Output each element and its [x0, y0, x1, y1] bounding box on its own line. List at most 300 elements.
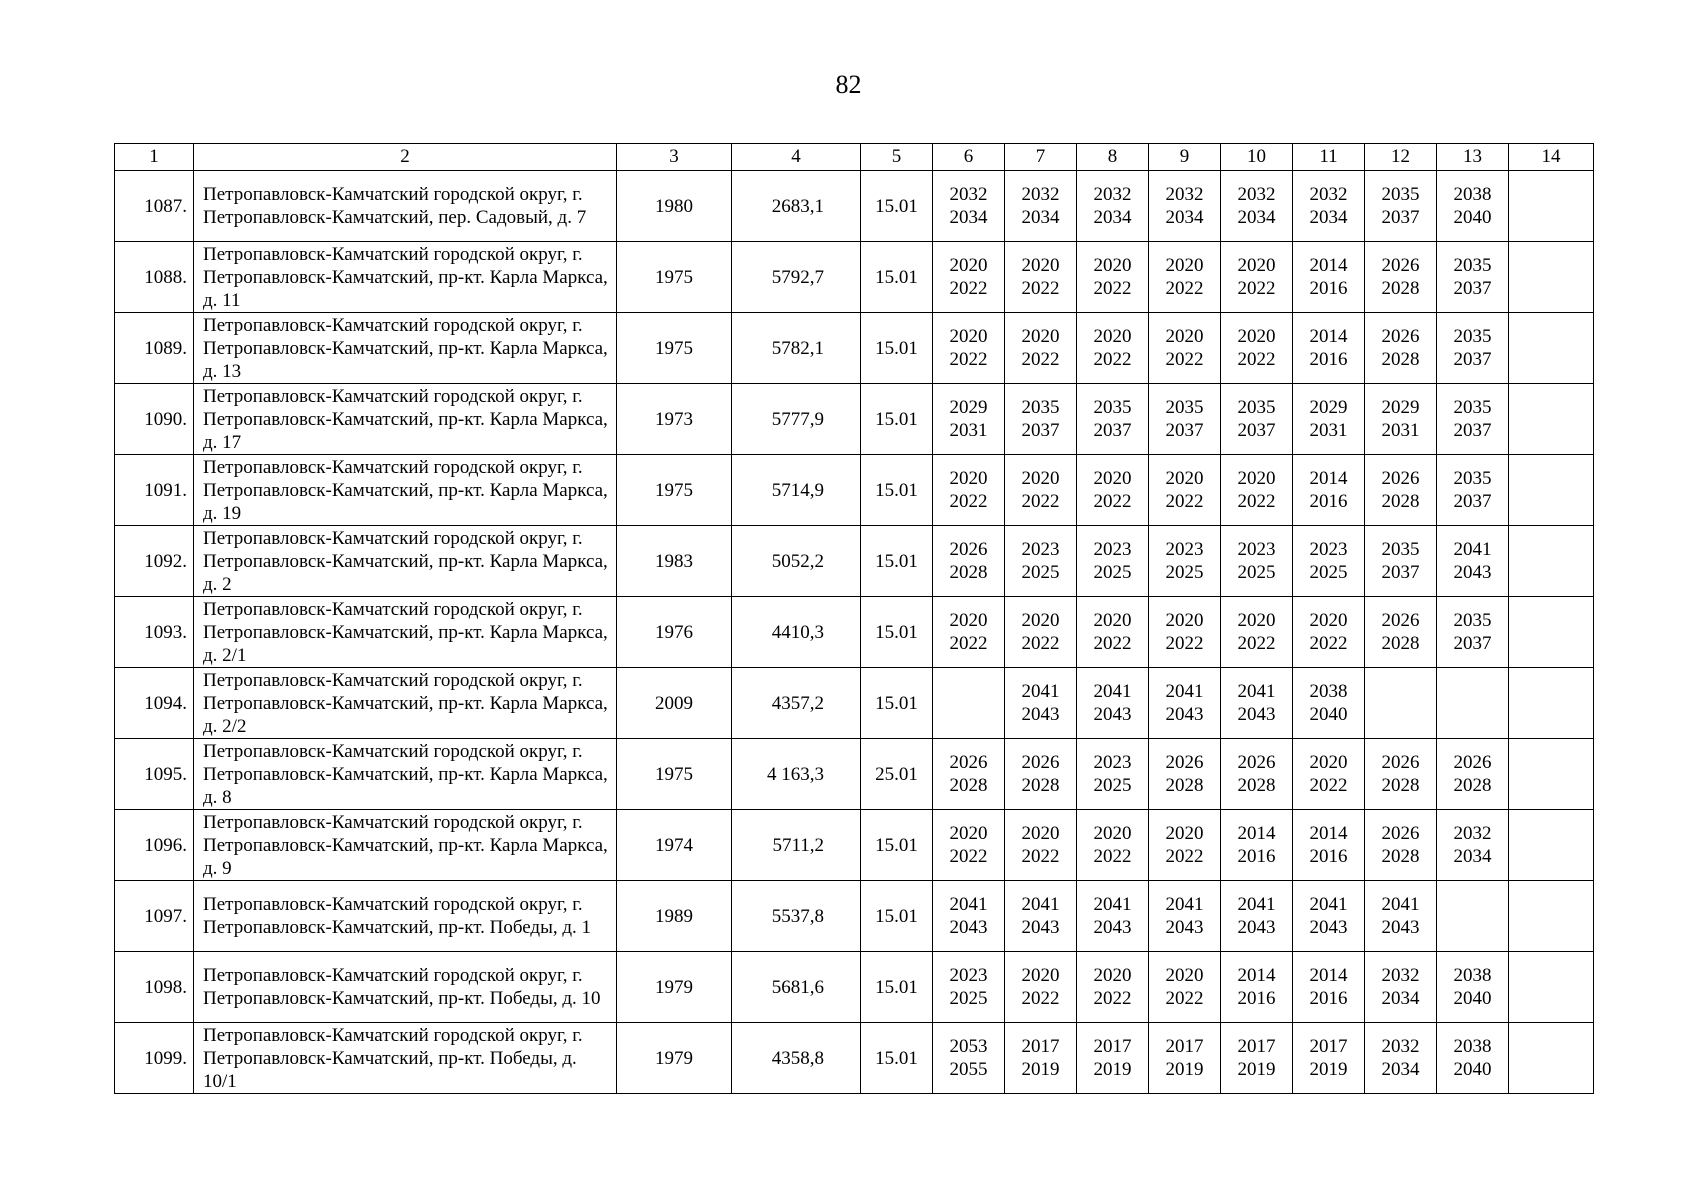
- period-end-year: 2043: [1381, 917, 1420, 938]
- period-cell: [933, 952, 1005, 1023]
- period-start-year: 2020: [1237, 326, 1276, 347]
- area-cell: 5052,2: [732, 526, 861, 597]
- period-cell: [933, 455, 1005, 526]
- period-end-year: 2037: [1237, 420, 1276, 441]
- period-end-year: 2019: [1021, 1059, 1060, 1080]
- row-number: 1089.: [115, 313, 194, 384]
- period-end-year: 2022: [949, 633, 988, 654]
- period-start-year: 2041: [1381, 894, 1420, 915]
- period-start-year: 2035: [1237, 397, 1276, 418]
- period-start-year: 2026: [1381, 752, 1420, 773]
- period-cell: [1293, 171, 1365, 242]
- period-cell: [1005, 810, 1077, 881]
- period-end-year: 2025: [1309, 562, 1348, 583]
- period-end-year: 2022: [1021, 633, 1060, 654]
- period-end-year: 2028: [1381, 349, 1420, 370]
- column-header-3: 3: [617, 144, 732, 171]
- period-start-year: 2035: [1381, 539, 1420, 560]
- period-cell: [1437, 739, 1509, 810]
- period-cell: [1365, 526, 1437, 597]
- address-cell: Петропавловск-Камчатский городской округ, г. Петропавловск-Камчатский, пр-кт. Карла Маркса, д. 2/2: [194, 668, 617, 739]
- period-cell: [1005, 526, 1077, 597]
- period-end-year: 2028: [949, 775, 988, 796]
- row-number: 1099.: [115, 1023, 194, 1094]
- period-cell: [1293, 810, 1365, 881]
- column-header-9: 9: [1149, 144, 1221, 171]
- period-end-year: 2022: [949, 846, 988, 867]
- period-end-year: 2034: [1237, 207, 1276, 228]
- period-cell: [1221, 597, 1293, 668]
- code-cell: 15.01: [861, 313, 933, 384]
- period-cell: [1077, 881, 1149, 952]
- code-cell: 15.01: [861, 597, 933, 668]
- header-row: [115, 144, 1594, 171]
- period-start-year: 2035: [1381, 184, 1420, 205]
- code-cell: 15.01: [861, 526, 933, 597]
- year-cell: 1979: [617, 1023, 732, 1094]
- period-cell: [1149, 526, 1221, 597]
- period-start-year: 2026: [1453, 752, 1492, 773]
- row-number: 1096.: [115, 810, 194, 881]
- period-cell: [1077, 313, 1149, 384]
- period-start-year: 2020: [1093, 823, 1132, 844]
- period-cell: [1437, 526, 1509, 597]
- period-cell: [1509, 242, 1594, 313]
- table-row: [115, 881, 1594, 952]
- period-cell: [1365, 313, 1437, 384]
- period-cell: [1221, 952, 1293, 1023]
- period-end-year: 2034: [949, 207, 988, 228]
- period-end-year: 2022: [1165, 988, 1204, 1009]
- period-cell: [1149, 739, 1221, 810]
- period-cell: [1509, 313, 1594, 384]
- period-cell: [1509, 526, 1594, 597]
- period-cell: [1149, 881, 1221, 952]
- period-end-year: 2037: [1453, 349, 1492, 370]
- area-cell: 4410,3: [732, 597, 861, 668]
- period-start-year: 2017: [1165, 1036, 1204, 1057]
- code-cell: 15.01: [861, 810, 933, 881]
- period-end-year: 2022: [1021, 846, 1060, 867]
- period-end-year: 2031: [949, 420, 988, 441]
- period-cell: [1437, 455, 1509, 526]
- period-start-year: 2020: [1165, 326, 1204, 347]
- period-start-year: 2020: [949, 255, 988, 276]
- period-start-year: 2032: [949, 184, 988, 205]
- period-cell: [1149, 952, 1221, 1023]
- year-cell: 1974: [617, 810, 732, 881]
- period-end-year: 2043: [1021, 704, 1060, 725]
- period-cell: [1005, 597, 1077, 668]
- period-end-year: 2028: [1381, 775, 1420, 796]
- period-start-year: 2017: [1237, 1036, 1276, 1057]
- period-cell: [1005, 952, 1077, 1023]
- period-cell: [933, 242, 1005, 313]
- period-cell: [1221, 313, 1293, 384]
- period-end-year: 2022: [1237, 491, 1276, 512]
- table-row: [115, 455, 1594, 526]
- period-start-year: 2020: [1309, 752, 1348, 773]
- period-end-year: 2031: [1381, 420, 1420, 441]
- period-end-year: 2022: [1309, 633, 1348, 654]
- period-end-year: 2022: [1309, 775, 1348, 796]
- year-cell: 1989: [617, 881, 732, 952]
- code-cell: 15.01: [861, 455, 933, 526]
- period-start-year: 2023: [1165, 539, 1204, 560]
- period-end-year: 2028: [1165, 775, 1204, 796]
- period-cell: [1149, 597, 1221, 668]
- area-cell: 5537,8: [732, 881, 861, 952]
- period-start-year: 2041: [1165, 894, 1204, 915]
- period-start-year: 2029: [1381, 397, 1420, 418]
- period-cell: [1437, 668, 1509, 739]
- period-end-year: 2028: [1381, 633, 1420, 654]
- period-end-year: 2022: [1021, 349, 1060, 370]
- area-cell: 4357,2: [732, 668, 861, 739]
- period-start-year: 2014: [1309, 965, 1348, 986]
- period-cell: [1365, 881, 1437, 952]
- period-end-year: 2022: [1093, 491, 1132, 512]
- row-number: 1087.: [115, 171, 194, 242]
- period-start-year: 2026: [1381, 610, 1420, 631]
- period-cell: [933, 1023, 1005, 1094]
- period-end-year: 2016: [1309, 491, 1348, 512]
- period-start-year: 2014: [1309, 326, 1348, 347]
- period-start-year: 2038: [1453, 1036, 1492, 1057]
- period-cell: [1221, 526, 1293, 597]
- table-row: [115, 384, 1594, 455]
- period-start-year: 2026: [1021, 752, 1060, 773]
- period-end-year: 2028: [1237, 775, 1276, 796]
- period-cell: [1077, 1023, 1149, 1094]
- period-cell: [1509, 455, 1594, 526]
- period-cell: [1365, 739, 1437, 810]
- period-start-year: 2017: [1309, 1036, 1348, 1057]
- period-end-year: 2022: [1021, 278, 1060, 299]
- period-start-year: 2020: [1237, 610, 1276, 631]
- period-cell: [1365, 242, 1437, 313]
- period-end-year: 2016: [1237, 988, 1276, 1009]
- period-cell: [1077, 810, 1149, 881]
- period-start-year: 2026: [949, 752, 988, 773]
- period-cell: [1437, 881, 1509, 952]
- period-start-year: 2020: [1093, 965, 1132, 986]
- period-end-year: 2040: [1453, 1059, 1492, 1080]
- period-start-year: 2035: [1093, 397, 1132, 418]
- period-start-year: 2020: [1021, 610, 1060, 631]
- period-start-year: 2020: [1021, 326, 1060, 347]
- period-end-year: 2025: [1093, 562, 1132, 583]
- period-start-year: 2014: [1309, 255, 1348, 276]
- period-start-year: 2020: [949, 326, 988, 347]
- code-cell: 15.01: [861, 881, 933, 952]
- year-cell: 1973: [617, 384, 732, 455]
- period-start-year: 2020: [1165, 468, 1204, 489]
- period-cell: [1509, 1023, 1594, 1094]
- period-end-year: 2043: [1165, 704, 1204, 725]
- table-row: [115, 597, 1594, 668]
- period-start-year: 2020: [1165, 610, 1204, 631]
- period-cell: [1149, 668, 1221, 739]
- column-header-7: 7: [1005, 144, 1077, 171]
- period-cell: [1293, 739, 1365, 810]
- period-cell: [1077, 597, 1149, 668]
- code-cell: 15.01: [861, 1023, 933, 1094]
- code-cell: 15.01: [861, 171, 933, 242]
- period-cell: [1437, 171, 1509, 242]
- period-start-year: 2032: [1381, 965, 1420, 986]
- period-cell: [1437, 952, 1509, 1023]
- period-start-year: 2041: [1093, 681, 1132, 702]
- period-end-year: 2040: [1309, 704, 1348, 725]
- period-start-year: 2029: [949, 397, 988, 418]
- period-start-year: 2020: [949, 610, 988, 631]
- period-end-year: 2031: [1309, 420, 1348, 441]
- period-end-year: 2034: [1453, 846, 1492, 867]
- period-end-year: 2043: [1021, 917, 1060, 938]
- area-cell: 5711,2: [732, 810, 861, 881]
- address-cell: Петропавловск-Камчатский городской округ, г. Петропавловск-Камчатский, пр-кт. Карла Маркса, д. 19: [194, 455, 617, 526]
- column-header-5: 5: [861, 144, 933, 171]
- period-end-year: 2022: [949, 491, 988, 512]
- period-cell: [1221, 171, 1293, 242]
- period-cell: [933, 668, 1005, 739]
- period-cell: [1221, 881, 1293, 952]
- period-cell: [1365, 455, 1437, 526]
- period-cell: [1437, 384, 1509, 455]
- table-row: [115, 171, 1594, 242]
- period-start-year: 2026: [1165, 752, 1204, 773]
- period-start-year: 2020: [1021, 255, 1060, 276]
- period-cell: [933, 526, 1005, 597]
- table-row: [115, 810, 1594, 881]
- period-cell: [1221, 810, 1293, 881]
- table-row: [115, 313, 1594, 384]
- period-cell: [1077, 526, 1149, 597]
- period-end-year: 2022: [1093, 278, 1132, 299]
- column-header-10: 10: [1221, 144, 1293, 171]
- address-cell: Петропавловск-Камчатский городской округ, г. Петропавловск-Камчатский, пр-кт. Карла Маркса, д. 13: [194, 313, 617, 384]
- period-cell: [1005, 384, 1077, 455]
- period-cell: [1293, 526, 1365, 597]
- period-end-year: 2025: [949, 988, 988, 1009]
- period-cell: [1365, 171, 1437, 242]
- address-cell: Петропавловск-Камчатский городской округ, г. Петропавловск-Камчатский, пр-кт. Карла Маркса, д. 11: [194, 242, 617, 313]
- period-cell: [1437, 1023, 1509, 1094]
- period-cell: [1293, 668, 1365, 739]
- period-end-year: 2037: [1021, 420, 1060, 441]
- column-header-2: 2: [194, 144, 617, 171]
- period-start-year: 2014: [1237, 965, 1276, 986]
- period-end-year: 2037: [1381, 207, 1420, 228]
- year-cell: 1980: [617, 171, 732, 242]
- period-start-year: 2032: [1309, 184, 1348, 205]
- row-number: 1095.: [115, 739, 194, 810]
- period-start-year: 2023: [1093, 752, 1132, 773]
- period-end-year: 2040: [1453, 207, 1492, 228]
- period-start-year: 2038: [1453, 965, 1492, 986]
- column-header-11: 11: [1293, 144, 1365, 171]
- period-cell: [1077, 455, 1149, 526]
- address-cell: Петропавловск-Камчатский городской округ, г. Петропавловск-Камчатский, пр-кт. Карла Маркса, д. 9: [194, 810, 617, 881]
- code-cell: 15.01: [861, 242, 933, 313]
- period-start-year: 2035: [1021, 397, 1060, 418]
- period-end-year: 2034: [1381, 988, 1420, 1009]
- period-cell: [1149, 313, 1221, 384]
- code-cell: 15.01: [861, 384, 933, 455]
- period-start-year: 2020: [949, 823, 988, 844]
- period-start-year: 2035: [1453, 610, 1492, 631]
- row-number: 1094.: [115, 668, 194, 739]
- housing-registry-table: [114, 143, 1594, 1094]
- period-start-year: 2041: [1237, 894, 1276, 915]
- period-start-year: 2035: [1453, 468, 1492, 489]
- period-start-year: 2041: [1021, 681, 1060, 702]
- period-cell: [1509, 739, 1594, 810]
- period-start-year: 2014: [1309, 823, 1348, 844]
- period-cell: [1005, 313, 1077, 384]
- period-end-year: 2043: [1237, 704, 1276, 725]
- period-cell: [1293, 881, 1365, 952]
- period-start-year: 2020: [1021, 965, 1060, 986]
- period-end-year: 2022: [1237, 278, 1276, 299]
- period-cell: [1221, 1023, 1293, 1094]
- period-start-year: 2032: [1237, 184, 1276, 205]
- column-header-13: 13: [1437, 144, 1509, 171]
- period-start-year: 2032: [1453, 823, 1492, 844]
- period-start-year: 2020: [1021, 468, 1060, 489]
- period-cell: [1077, 739, 1149, 810]
- period-end-year: 2028: [1381, 278, 1420, 299]
- column-header-4: 4: [732, 144, 861, 171]
- period-end-year: 2022: [1237, 633, 1276, 654]
- area-cell: 5782,1: [732, 313, 861, 384]
- period-end-year: 2022: [1021, 491, 1060, 512]
- period-cell: [1509, 384, 1594, 455]
- row-number: 1088.: [115, 242, 194, 313]
- code-cell: 25.01: [861, 739, 933, 810]
- period-cell: [933, 171, 1005, 242]
- period-cell: [933, 739, 1005, 810]
- row-number: 1092.: [115, 526, 194, 597]
- period-start-year: 2020: [1237, 255, 1276, 276]
- table-header: [115, 144, 1594, 171]
- period-end-year: 2034: [1021, 207, 1060, 228]
- period-end-year: 2022: [1237, 349, 1276, 370]
- period-end-year: 2016: [1309, 846, 1348, 867]
- period-start-year: 2041: [1309, 894, 1348, 915]
- period-start-year: 2014: [1237, 823, 1276, 844]
- period-cell: [1077, 952, 1149, 1023]
- period-cell: [1509, 952, 1594, 1023]
- period-end-year: 2028: [1381, 846, 1420, 867]
- period-end-year: 2028: [949, 562, 988, 583]
- period-cell: [1365, 810, 1437, 881]
- period-end-year: 2043: [1309, 917, 1348, 938]
- period-cell: [1365, 668, 1437, 739]
- period-cell: [1077, 668, 1149, 739]
- column-header-8: 8: [1077, 144, 1149, 171]
- period-cell: [1509, 171, 1594, 242]
- address-cell: Петропавловск-Камчатский городской округ, г. Петропавловск-Камчатский, пр-кт. Карла Маркса, д. 17: [194, 384, 617, 455]
- address-cell: Петропавловск-Камчатский городской округ, г. Петропавловск-Камчатский, пр-кт. Карла Маркса, д. 2: [194, 526, 617, 597]
- period-end-year: 2022: [1021, 988, 1060, 1009]
- address-cell: Петропавловск-Камчатский городской округ, г. Петропавловск-Камчатский, пр-кт. Победы, д. 10/1: [194, 1023, 617, 1094]
- period-end-year: 2037: [1165, 420, 1204, 441]
- table-row: [115, 952, 1594, 1023]
- period-start-year: 2020: [1021, 823, 1060, 844]
- period-start-year: 2035: [1453, 255, 1492, 276]
- period-cell: [1293, 597, 1365, 668]
- period-end-year: 2037: [1453, 491, 1492, 512]
- period-cell: [1365, 384, 1437, 455]
- period-start-year: 2017: [1093, 1036, 1132, 1057]
- year-cell: 1975: [617, 313, 732, 384]
- table-row: [115, 526, 1594, 597]
- period-start-year: 2020: [1093, 326, 1132, 347]
- period-cell: [1509, 597, 1594, 668]
- period-end-year: 2043: [1093, 704, 1132, 725]
- period-end-year: 2037: [1453, 420, 1492, 441]
- period-start-year: 2023: [1237, 539, 1276, 560]
- period-cell: [933, 810, 1005, 881]
- period-start-year: 2020: [1093, 255, 1132, 276]
- period-cell: [1149, 455, 1221, 526]
- period-start-year: 2017: [1021, 1036, 1060, 1057]
- period-start-year: 2032: [1381, 1036, 1420, 1057]
- period-cell: [1437, 313, 1509, 384]
- period-start-year: 2032: [1165, 184, 1204, 205]
- table-row: [115, 1023, 1594, 1094]
- address-cell: Петропавловск-Камчатский городской округ, г. Петропавловск-Камчатский, пр-кт. Карла Маркса, д. 2/1: [194, 597, 617, 668]
- period-end-year: 2034: [1381, 1059, 1420, 1080]
- period-start-year: 2014: [1309, 468, 1348, 489]
- period-end-year: 2043: [1165, 917, 1204, 938]
- period-end-year: 2019: [1165, 1059, 1204, 1080]
- period-cell: [1365, 952, 1437, 1023]
- period-end-year: 2034: [1309, 207, 1348, 228]
- period-end-year: 2022: [1165, 846, 1204, 867]
- period-end-year: 2028: [1453, 775, 1492, 796]
- period-end-year: 2028: [1381, 491, 1420, 512]
- period-end-year: 2037: [1381, 562, 1420, 583]
- period-end-year: 2022: [1165, 633, 1204, 654]
- period-end-year: 2034: [1093, 207, 1132, 228]
- period-cell: [1365, 597, 1437, 668]
- period-end-year: 2022: [1093, 633, 1132, 654]
- period-cell: [1293, 242, 1365, 313]
- period-start-year: 2020: [1165, 255, 1204, 276]
- period-start-year: 2032: [1021, 184, 1060, 205]
- year-cell: 1975: [617, 455, 732, 526]
- period-cell: [1221, 739, 1293, 810]
- area-cell: 5777,9: [732, 384, 861, 455]
- period-cell: [1149, 242, 1221, 313]
- period-cell: [1077, 384, 1149, 455]
- column-header-14: 14: [1509, 144, 1594, 171]
- period-cell: [1509, 668, 1594, 739]
- period-end-year: 2043: [949, 917, 988, 938]
- period-cell: [1221, 668, 1293, 739]
- code-cell: 15.01: [861, 952, 933, 1023]
- period-start-year: 2020: [1237, 468, 1276, 489]
- year-cell: 1975: [617, 739, 732, 810]
- address-cell: Петропавловск-Камчатский городской округ, г. Петропавловск-Камчатский, пр-кт. Победы, д. 1: [194, 881, 617, 952]
- row-number: 1091.: [115, 455, 194, 526]
- period-start-year: 2035: [1453, 397, 1492, 418]
- period-start-year: 2041: [949, 894, 988, 915]
- period-cell: [933, 313, 1005, 384]
